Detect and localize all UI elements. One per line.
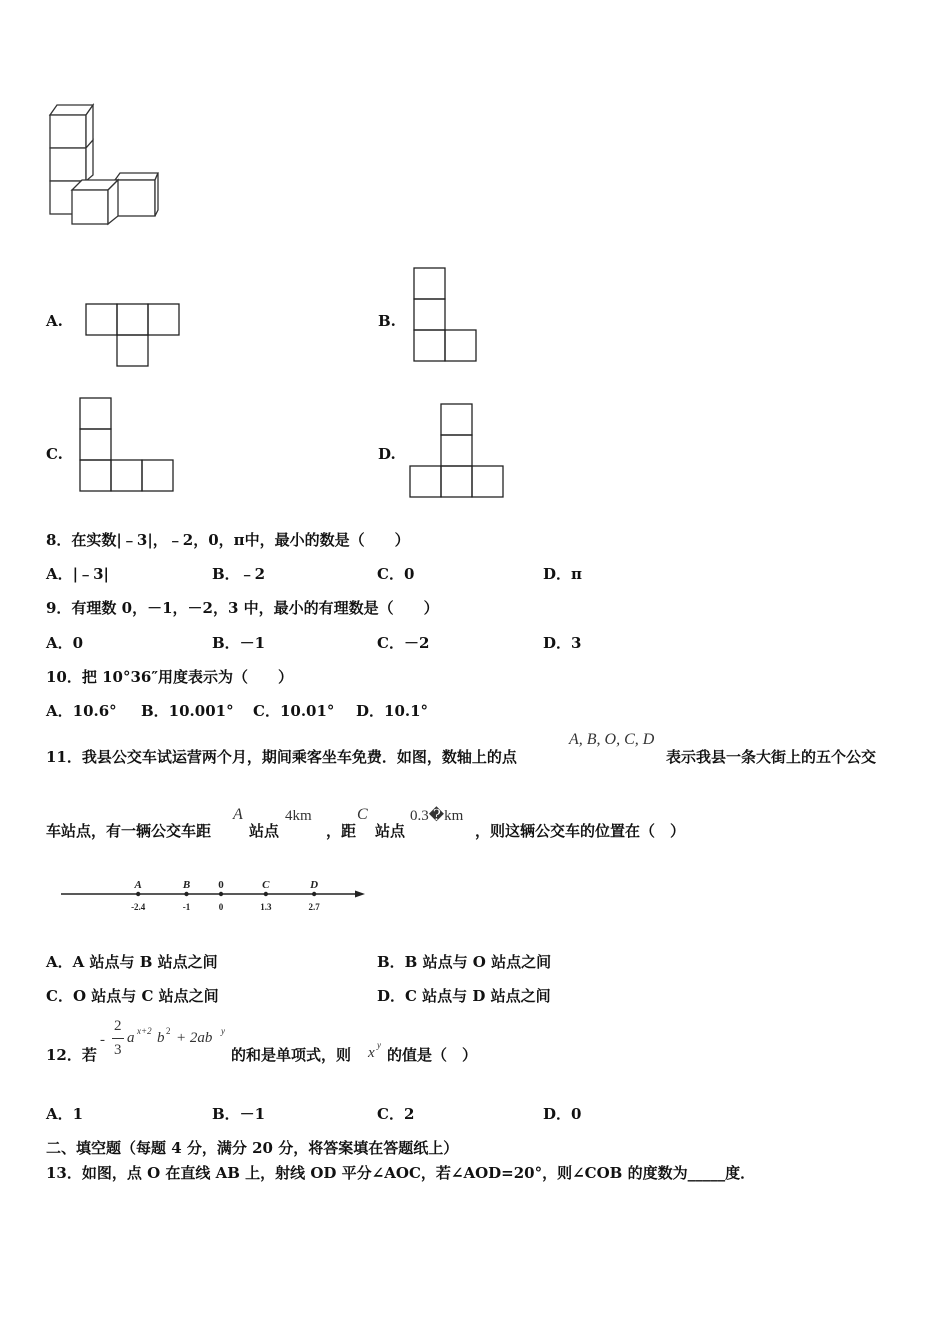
q12-formula — [100, 1018, 230, 1066]
q11-dist-c: 0.3�km — [410, 808, 464, 824]
q13-stem — [46, 1162, 755, 1183]
q12-formula-den: 3 — [114, 1042, 122, 1058]
q12-suffix2: 的值是（ ） — [387, 1046, 478, 1064]
number-line-point-o — [219, 892, 223, 896]
q13-stem-after-blank: 度． — [725, 1164, 756, 1182]
q9-option-b[interactable]: B．－1 — [212, 634, 266, 652]
q8-option-b[interactable]: B．﹣2 — [212, 565, 266, 583]
q12-formula-b-exp: 2 — [166, 1026, 171, 1036]
q11-var-a: A — [233, 806, 243, 823]
q11-option-c[interactable]: C．O 站点与 C 站点之间 — [46, 987, 219, 1005]
number-line-point-a — [136, 892, 140, 896]
number-line-value-o: 0 — [218, 902, 224, 912]
q11-stem-part1: 11．我县公交车试运营两个月，期间乘客坐车免费．如图，数轴上的点 — [46, 748, 517, 766]
number-line-value-b: -1 — [182, 902, 191, 912]
q7-option-c-label[interactable]: C. — [46, 445, 63, 463]
q11-number-line — [55, 872, 375, 918]
number-line-point-b — [184, 892, 188, 896]
q7-option-a-view — [85, 303, 183, 369]
q9-option-c[interactable]: C．－2 — [377, 634, 430, 652]
q11-stem-part5: ，距 — [326, 822, 357, 840]
q12-option-a[interactable]: A．1 — [46, 1105, 84, 1123]
q12-option-b[interactable]: B．－1 — [212, 1105, 266, 1123]
q11-option-a[interactable]: A．A 站点与 B 站点之间 — [46, 953, 218, 971]
q9-option-a[interactable]: A．0 — [46, 634, 84, 652]
number-line-value-c: 1.3 — [260, 902, 272, 912]
q12-formula-y-exp: y — [221, 1026, 225, 1036]
q9-option-d[interactable]: D．3 — [543, 634, 582, 652]
number-line-label-a: A — [134, 879, 142, 891]
q13-answer-blank[interactable]: _____ — [687, 1164, 726, 1182]
q7-option-a-label[interactable]: A. — [46, 312, 63, 330]
q8-stem: 8．在实数|﹣3|，﹣2，0，π中，最小的数是（ ） — [46, 531, 410, 549]
number-line-label-c: C — [262, 879, 270, 891]
q13-stem-before-blank: 13．如图，点 O 在直线 AB 上，射线 OD 平分∠AOC，若∠AOD=20°，则∠COB 的度数为 — [46, 1164, 688, 1182]
q8-option-d[interactable]: D．π — [543, 565, 582, 583]
number-line-value-a: -2.4 — [131, 902, 146, 912]
q7-option-d-label[interactable]: D. — [378, 445, 396, 463]
q7-option-b-label[interactable]: B. — [378, 312, 396, 330]
q7-option-b-view — [412, 266, 480, 364]
q12-formula-b: b — [157, 1030, 165, 1046]
section2-title: 二、填空题（每题 4 分，满分 20 分，将答案填在答题纸上） — [46, 1139, 459, 1157]
q12-suffix1: 的和是单项式，则 — [231, 1046, 352, 1064]
q8-option-c[interactable]: C．0 — [377, 565, 415, 583]
number-line-point-d — [312, 892, 316, 896]
q10-option-c[interactable]: C．10.01° — [253, 702, 335, 720]
q11-stem-part2: 表示我县一条大街上的五个公交 — [666, 748, 877, 766]
cube-stack-figure — [40, 95, 170, 235]
number-line-arrow-icon — [355, 891, 365, 898]
q12-formula-num: 2 — [114, 1018, 122, 1034]
q12-formula-a: a — [127, 1030, 135, 1046]
q9-stem: 9．有理数 0，－1，－2，3 中，最小的有理数是（ ） — [46, 599, 439, 617]
q12-formula-a-exp: x+2 — [137, 1026, 152, 1036]
q11-stem-part4: 站点 — [249, 822, 280, 840]
q11-stem-part7: ，则这辆公交车的位置在（ ） — [475, 822, 686, 840]
q10-option-b[interactable]: B．10.001° — [141, 702, 234, 720]
q11-option-d[interactable]: D．C 站点与 D 站点之间 — [377, 987, 551, 1005]
q11-stem-part6: 站点 — [375, 822, 406, 840]
number-line-label-b: B — [182, 879, 191, 891]
q12-option-c[interactable]: C．2 — [377, 1105, 415, 1123]
q11-stem-part3: 车站点，有一辆公交车距 — [46, 822, 212, 840]
q12-formula-plus: + 2ab — [176, 1030, 213, 1046]
number-line-label-d: D — [310, 879, 319, 891]
q7-option-d-view — [408, 402, 508, 500]
q11-points-formula: A, B, O, C, D — [569, 731, 655, 748]
q12-prefix: 12．若 — [46, 1046, 97, 1064]
q8-option-a[interactable]: A．|﹣3| — [46, 565, 109, 583]
q11-option-b[interactable]: B．B 站点与 O 站点之间 — [377, 953, 552, 971]
q7-option-c-view — [78, 396, 178, 494]
q10-option-d[interactable]: D．10.1° — [356, 702, 429, 720]
number-line-label-o: 0 — [218, 879, 224, 891]
q12-xy-base: x — [368, 1045, 375, 1061]
q11-dist-a: 4km — [285, 808, 312, 824]
number-line-point-c — [264, 892, 268, 896]
q12-fraction-bar — [112, 1038, 124, 1039]
q12-xy-exp: y — [377, 1040, 381, 1050]
q12-option-d[interactable]: D．0 — [543, 1105, 582, 1123]
q11-var-c: C — [357, 806, 368, 823]
q12-formula-neg: - — [100, 1032, 105, 1048]
q10-option-a[interactable]: A．10.6° — [46, 702, 117, 720]
q10-stem: 10．把 10°36″用度表示为（ ） — [46, 668, 294, 686]
number-line-value-d: 2.7 — [308, 902, 320, 912]
